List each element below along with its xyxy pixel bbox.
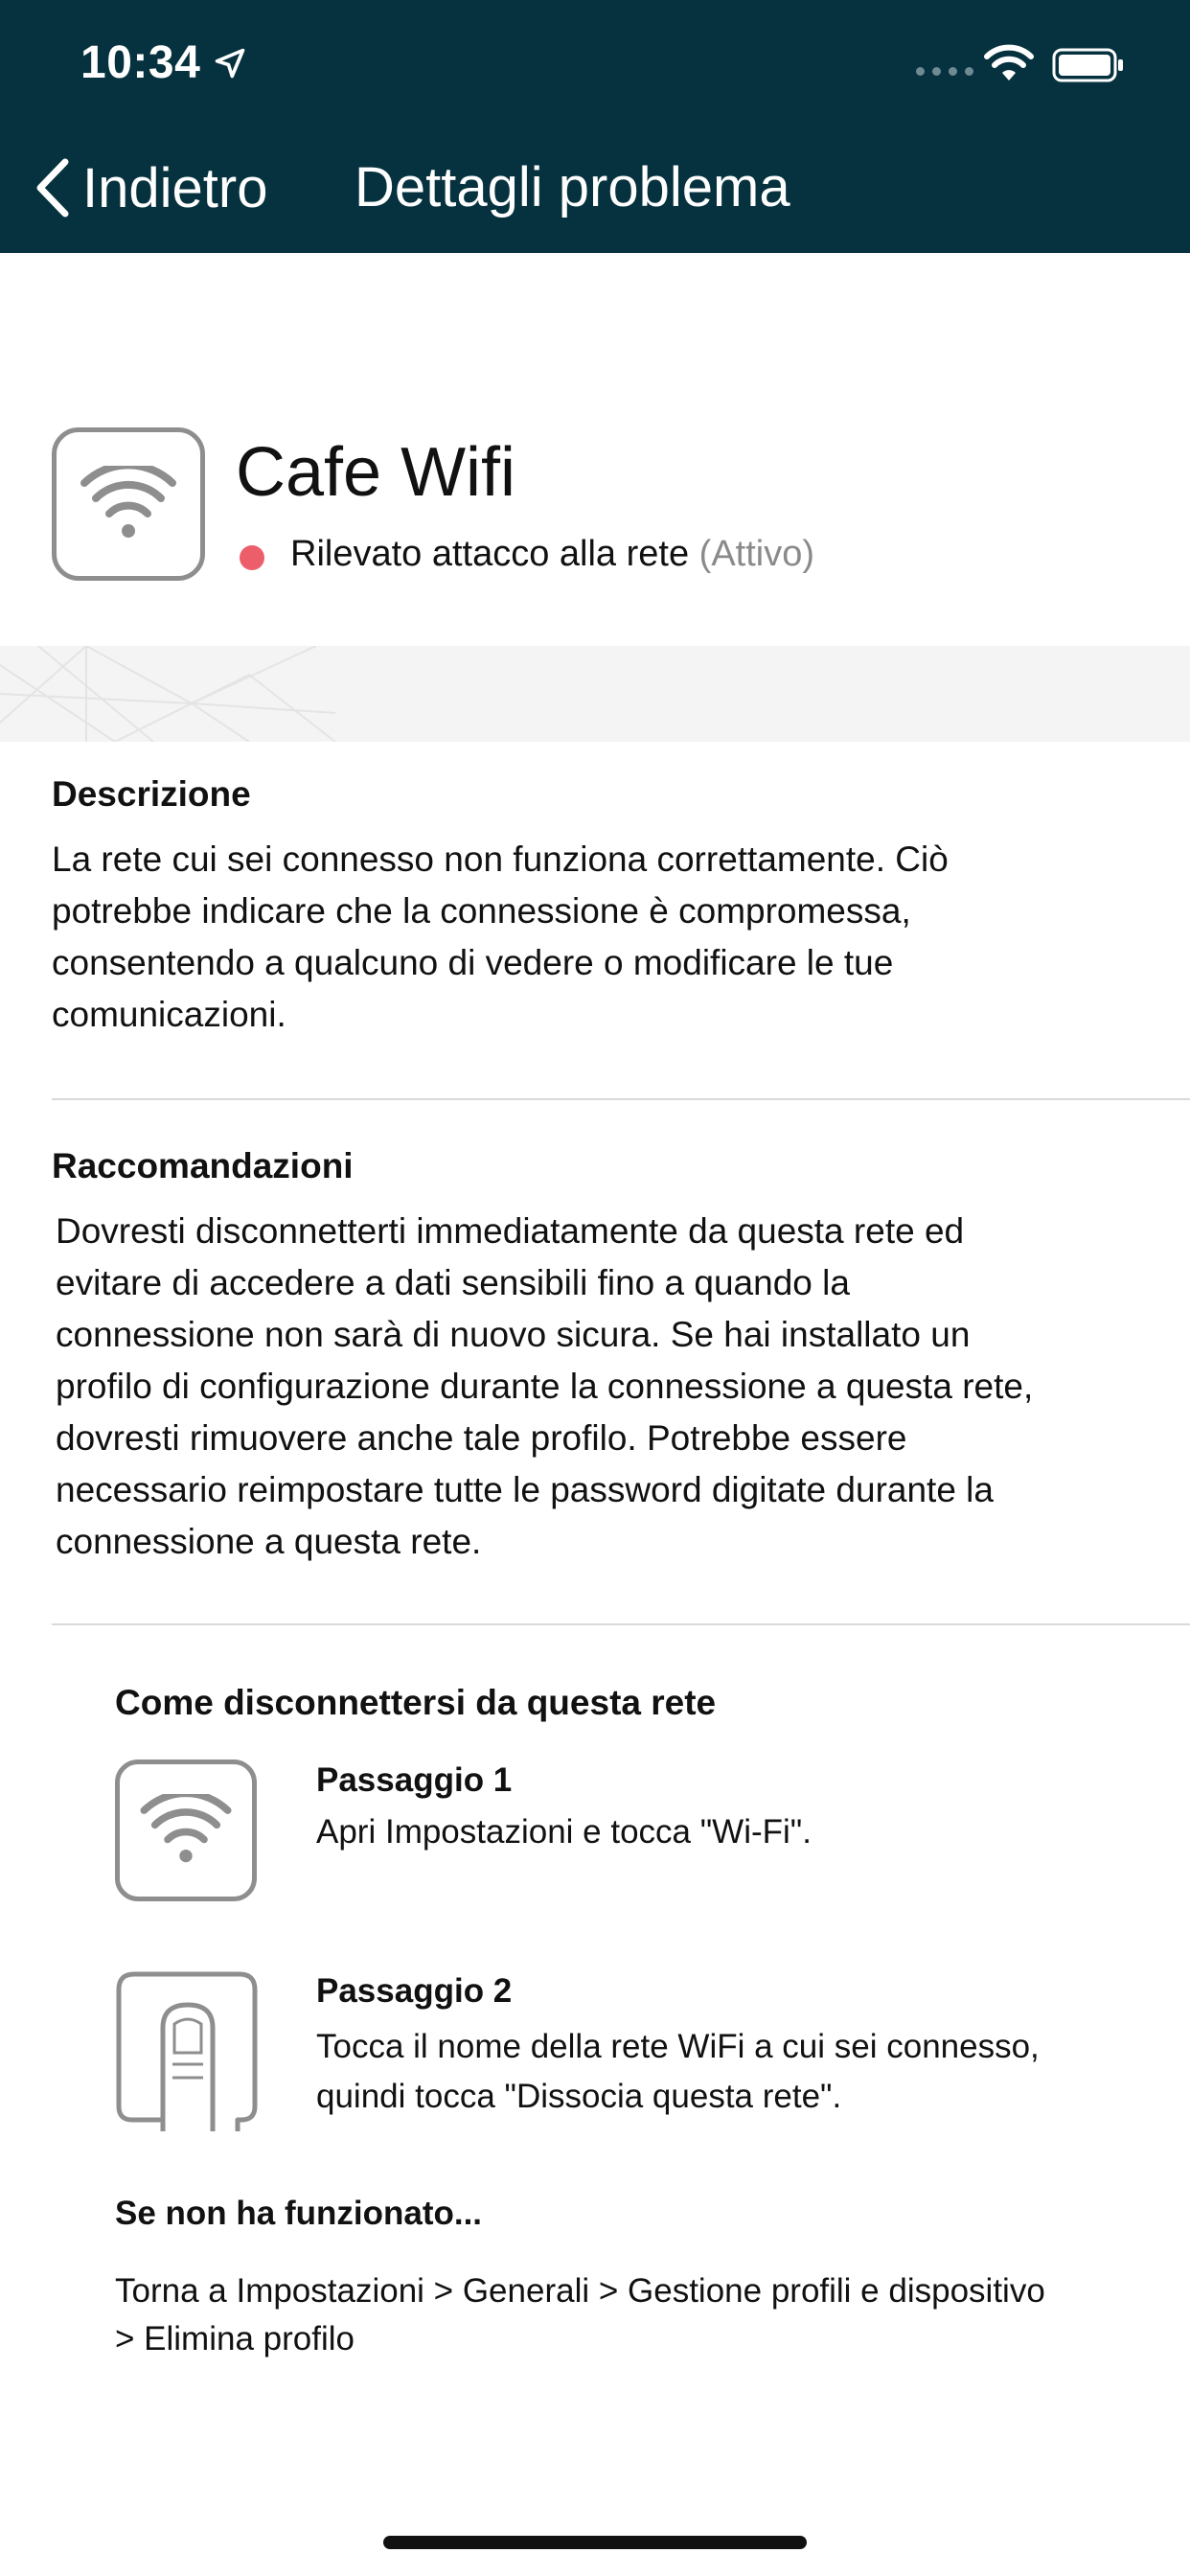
- wifi-icon: [983, 44, 1035, 82]
- divider: [52, 1098, 1190, 1100]
- recommendation-line: necessario reimpostare tutte le password digitate durante la: [56, 1470, 994, 1509]
- fallback-text: [115, 2267, 1045, 2363]
- recommendation-line: connessione a questa rete.: [56, 1522, 482, 1561]
- recommendation-line: Dovresti disconnetterti immediatamente da questa rete ed: [56, 1211, 965, 1251]
- network-pattern-icon: [0, 646, 1190, 742]
- fallback-line: Torna a Impostazioni > Generali > Gestione profili e dispositivo: [115, 2272, 1045, 2310]
- location-arrow-icon: [213, 46, 247, 80]
- description-title: Descrizione: [52, 774, 251, 814]
- step-1-icon-box: [115, 1760, 257, 1901]
- recommendations-body: [56, 1206, 1033, 1568]
- recommendation-line: profilo di configurazione durante la connessione a questa rete,: [56, 1367, 1034, 1406]
- issue-text: Rilevato attacco alla rete: [290, 534, 690, 574]
- navigation-header: [0, 0, 1190, 253]
- step-2-text: [316, 2022, 1040, 2122]
- divider: [52, 1623, 1190, 1625]
- finger-tap-icon: [115, 1970, 259, 2135]
- description-body: [52, 834, 949, 1041]
- home-indicator[interactable]: [383, 2536, 807, 2549]
- network-status: [290, 534, 814, 575]
- status-time: 10:34: [80, 37, 201, 88]
- back-button[interactable]: [33, 153, 267, 222]
- wifi-icon: [140, 1794, 232, 1867]
- step-1-title: Passaggio 1: [316, 1761, 513, 1799]
- fallback-title: Se non ha funzionato...: [115, 2195, 483, 2232]
- status-indicator-dot: [240, 545, 264, 570]
- network-icon-box: [52, 427, 205, 581]
- description-line: La rete cui sei connesso non funziona correttamente. Ciò: [52, 840, 949, 879]
- step-2-line: Tocca il nome della rete WiFi a cui sei connesso,: [316, 2028, 1040, 2065]
- decorative-banner: [0, 646, 1190, 742]
- signal-dots-icon: [916, 67, 973, 76]
- recommendation-line: connessione non sarà di nuovo sicura. Se hai installato un: [56, 1315, 971, 1354]
- chevron-left-icon: [33, 156, 71, 219]
- wifi-icon: [80, 466, 176, 542]
- page-title: Dettagli problema: [355, 156, 790, 218]
- battery-icon: [1052, 48, 1125, 82]
- recommendation-line: dovresti rimuovere anche tale profilo. Potrebbe essere: [56, 1418, 907, 1458]
- step-2-title: Passaggio 2: [316, 1972, 513, 2010]
- recommendation-line: evitare di accedere a dati sensibili fino a quando la: [56, 1263, 850, 1302]
- fallback-line: > Elimina profilo: [115, 2320, 355, 2358]
- recommendations-title: Raccomandazioni: [52, 1146, 354, 1185]
- step-1-text: Apri Impostazioni e tocca "Wi-Fi".: [316, 1813, 812, 1851]
- how-to-title: Come disconnettersi da questa rete: [115, 1683, 717, 1722]
- step-2-line: quindi tocca "Dissocia questa rete".: [316, 2078, 842, 2115]
- description-line: potrebbe indicare che la connessione è compromessa,: [52, 891, 911, 931]
- back-label: Indietro: [82, 156, 268, 219]
- network-name: Cafe Wifi: [236, 434, 516, 511]
- description-line: consentendo a qualcuno di vedere o modificare le tue: [52, 943, 894, 982]
- description-line: comunicazioni.: [52, 995, 286, 1034]
- issue-state: (Attivo): [698, 534, 815, 574]
